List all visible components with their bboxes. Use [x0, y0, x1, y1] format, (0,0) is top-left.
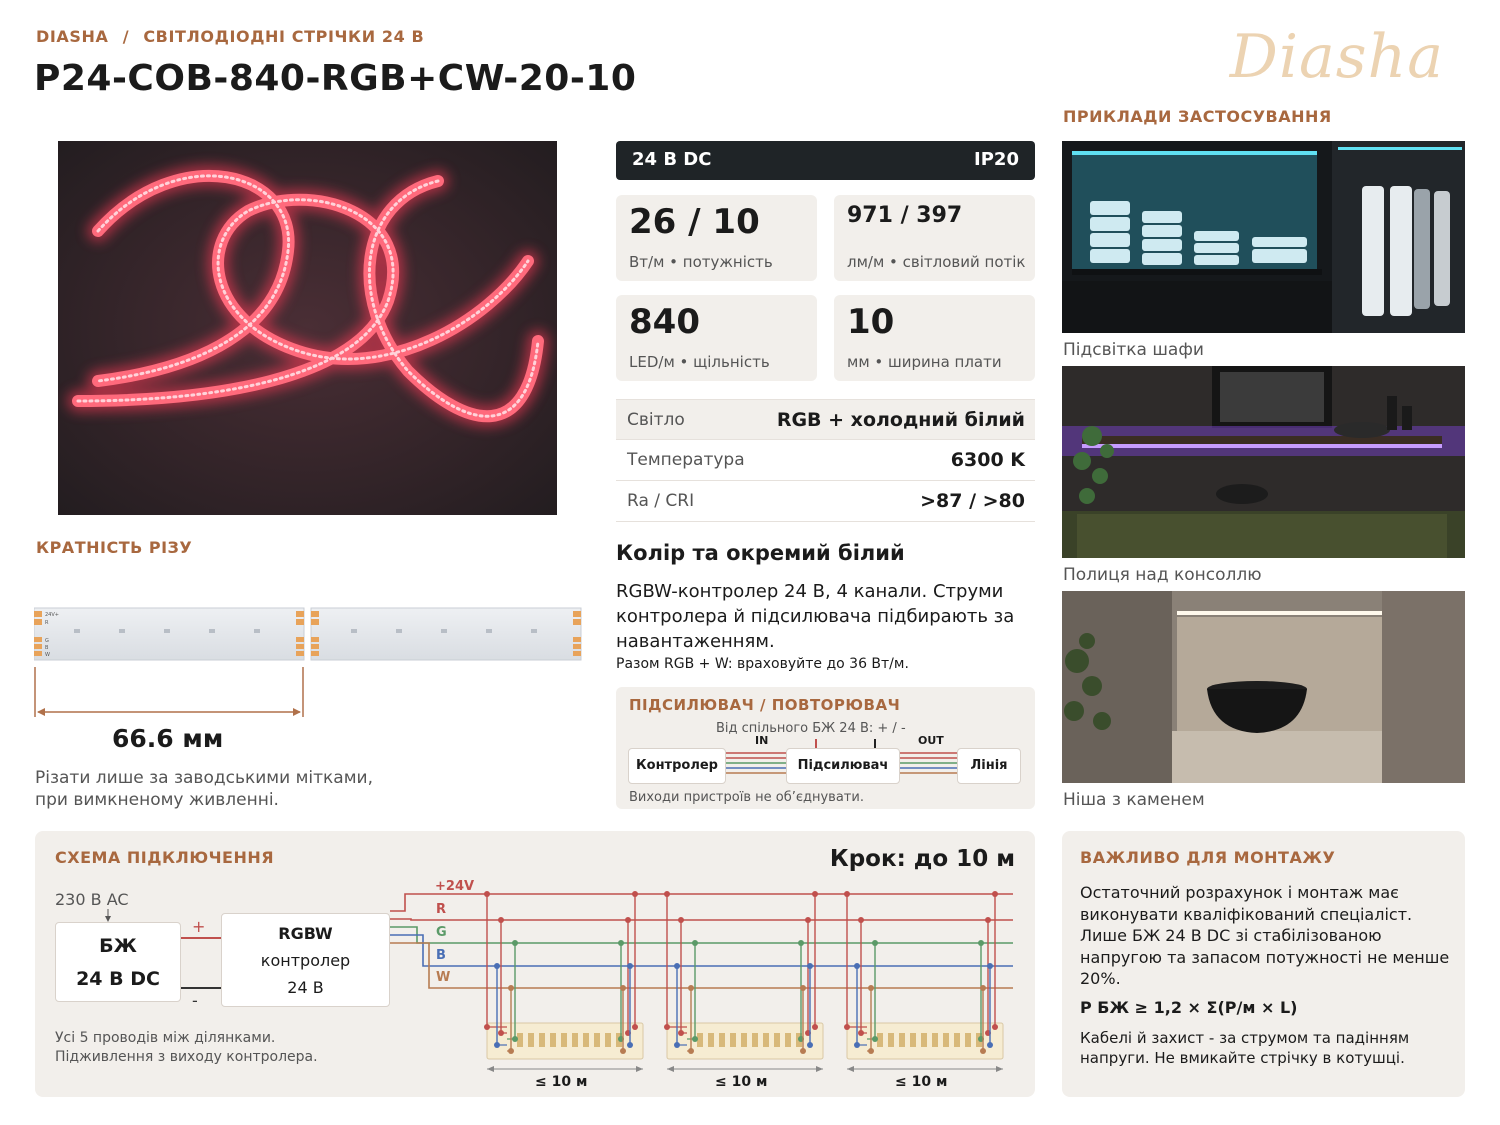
pcb-mark-b: B [45, 645, 49, 651]
dimension-arrow-right [996, 1066, 1003, 1072]
cut-note-line2: при вимкненому живленні. [35, 790, 279, 810]
return-junction-W [800, 985, 806, 991]
return-junction-R [985, 917, 991, 923]
dimension-arrow-left [847, 1066, 854, 1072]
strip-led [550, 1033, 556, 1047]
application-caption: Підсвітка шафи [1063, 340, 1204, 360]
amplifier-heading: ПІДСИЛЮВАЧ / ПОВТОРЮВАЧ [629, 696, 901, 714]
strip-led [785, 1033, 791, 1047]
strip-led [752, 1033, 758, 1047]
spec-row-light [616, 399, 1035, 440]
pcb-mark-w: W [45, 652, 50, 658]
application-image-wardrobe[interactable] [1062, 141, 1465, 333]
return-junction-W [980, 985, 986, 991]
return-junction-+24V [992, 891, 998, 897]
junction-B [674, 963, 680, 969]
stat-label: мм • ширина плати [847, 353, 1002, 371]
strip-led [954, 1033, 960, 1047]
product-photo [58, 141, 557, 515]
spec-value: 6300 K [950, 449, 1025, 471]
junction-R [498, 917, 504, 923]
stat-value: 26 / 10 [629, 202, 760, 242]
strip-led [932, 1033, 938, 1047]
junction-R [678, 917, 684, 923]
applications-heading: ПРИКЛАДИ ЗАСТОСУВАННЯ [1063, 107, 1332, 126]
strip-led [763, 1033, 769, 1047]
return-pad-+24V [632, 1024, 638, 1030]
strip-led [583, 1033, 589, 1047]
junction-G [692, 940, 698, 946]
return-pad-+24V [992, 1024, 998, 1030]
spec-row-cri [616, 481, 1035, 522]
strip-led [943, 1033, 949, 1047]
controller-line3: 24 В [287, 978, 324, 997]
page-title: P24-COB-840-RGB+CW-20-10 [34, 58, 637, 99]
junction-G [872, 940, 878, 946]
cut-note-line1: Різати лише за заводськими мітками, [35, 768, 373, 788]
power-formula: P БЖ ≥ 1,2 × Σ(P/м × L) [1080, 998, 1298, 1017]
stat-width [834, 295, 1035, 381]
application-image-niche[interactable] [1062, 591, 1465, 783]
junction-+24V [664, 891, 670, 897]
segment-length-2: ≤ 10 м [715, 1074, 768, 1090]
application-image-shelf[interactable] [1062, 366, 1465, 558]
wire-G [390, 927, 1013, 943]
amplifier-node: Підсилювач [786, 748, 900, 784]
important-heading: ВАЖЛИВО ДЛЯ МОНТАЖУ [1080, 848, 1336, 867]
spec-key: Світло [627, 410, 685, 430]
breadcrumb-separator: / [122, 27, 130, 46]
return-junction-R [805, 917, 811, 923]
strip-led [877, 1033, 883, 1047]
segment-length-3: ≤ 10 м [895, 1074, 948, 1090]
junction-+24V [484, 891, 490, 897]
spec-value: >87 / >80 [920, 490, 1025, 512]
pcb-mark-plus: 24V+ [45, 612, 59, 618]
return-junction-+24V [632, 891, 638, 897]
stat-power [616, 195, 817, 281]
return-junction-B [987, 963, 993, 969]
important-text: Остаточний розрахунок і монтаж має виконувати кваліфікований спеціаліст. Лише БЖ 24 В DC зі стабілізованою напругою та запасом потужності не менше 20%. [1080, 883, 1450, 988]
schema-note-line1: Усі 5 проводів між ділянками. [55, 1030, 276, 1046]
breadcrumb-brand[interactable]: DIASHA [36, 27, 109, 46]
return-pad-B [627, 1042, 633, 1048]
psu-line2: 24 В DC [76, 968, 160, 990]
controller-line1: RGBW [278, 924, 333, 943]
amplifier-note: Виходи пристроїв не об’єднувати. [629, 790, 864, 805]
line-node: Лінія [957, 748, 1021, 784]
controller-node: Контролер [628, 748, 726, 784]
stat-density [616, 295, 817, 381]
strip-led [888, 1033, 894, 1047]
strip-led [910, 1033, 916, 1047]
breadcrumb-category[interactable]: СВІТЛОДІОДНІ СТРІЧКИ 24 В [143, 27, 425, 46]
pcb-segments [34, 605, 582, 720]
wire-label-r: R [436, 902, 447, 917]
installation-notes-panel [1062, 831, 1465, 1097]
amplifier-psu-note: Від спільного БЖ 24 В: + / - [716, 721, 906, 736]
strip-led [572, 1033, 578, 1047]
led-strip-image [58, 141, 557, 515]
return-junction-G [978, 940, 984, 946]
segment-length-1: ≤ 10 м [535, 1074, 588, 1090]
breadcrumb [36, 27, 424, 46]
amplifier-panel [616, 687, 1035, 809]
strip-led [774, 1033, 780, 1047]
color-heading: Колір та окремий білий [616, 541, 905, 565]
voltage-label: 24 В DC [632, 149, 712, 170]
spec-value: RGB + холодний білий [776, 409, 1025, 431]
application-caption: Ніша з каменем [1063, 790, 1205, 810]
out-label: OUT [918, 734, 944, 747]
strip-led [539, 1033, 545, 1047]
wire-B [390, 935, 1013, 966]
schema-step: Крок: до 10 м [829, 846, 1015, 872]
junction-W [688, 985, 694, 991]
junction-W [508, 985, 514, 991]
voltage-ip-bar [616, 141, 1035, 180]
junction-+24V [844, 891, 850, 897]
dimension-arrow-left [487, 1066, 494, 1072]
stat-label: Вт/м • потужність [629, 253, 773, 271]
return-junction-B [627, 963, 633, 969]
controller-box [221, 913, 390, 1007]
strip-led [965, 1033, 971, 1047]
strip-led [730, 1033, 736, 1047]
stat-label: лм/м • світловий потік [847, 253, 1026, 271]
wire-label-g: G [436, 925, 447, 940]
return-pad-W [800, 1048, 806, 1054]
return-pad-+24V [812, 1024, 818, 1030]
return-junction-+24V [812, 891, 818, 897]
psu-box [55, 922, 181, 1002]
return-junction-G [798, 940, 804, 946]
strip-led [708, 1033, 714, 1047]
spec-key: Температура [627, 450, 745, 470]
important-note: Кабелі й захист - за струмом та падінням напруги. Не вмикайте стрічку в котушці. [1080, 1029, 1410, 1067]
wire-label-b: B [436, 948, 446, 963]
stat-flux [834, 195, 1035, 281]
return-pad-W [980, 1048, 986, 1054]
mains-label: 230 В AC [55, 890, 129, 909]
strip-led [528, 1033, 534, 1047]
application-caption: Полиця над консоллю [1063, 565, 1262, 585]
strip-led [741, 1033, 747, 1047]
dimension-arrow-right [816, 1066, 823, 1072]
spec-row-temperature [616, 440, 1035, 481]
pcb-mark-r: R [45, 620, 49, 626]
return-junction-B [807, 963, 813, 969]
return-junction-R [625, 917, 631, 923]
wiring-schema-panel [35, 831, 1035, 1097]
return-pad-B [807, 1042, 813, 1048]
schema-note-line2: Підживлення з виходу контролера. [55, 1049, 318, 1065]
psu-line1: БЖ [99, 935, 137, 957]
in-label: IN [755, 734, 769, 747]
strip-led [719, 1033, 725, 1047]
cut-length: 66.6 мм [112, 724, 224, 753]
junction-B [854, 963, 860, 969]
plus-sign: + [192, 917, 206, 936]
stat-value: 840 [629, 302, 700, 342]
dimension-arrow-right [636, 1066, 643, 1072]
stat-value: 10 [847, 302, 895, 342]
minus-sign: - [192, 991, 198, 1010]
return-pad-W [620, 1048, 626, 1054]
return-junction-W [620, 985, 626, 991]
dimension-arrow-left [667, 1066, 674, 1072]
junction-G [512, 940, 518, 946]
schema-heading: СХЕМА ПІДКЛЮЧЕННЯ [55, 848, 275, 867]
strip-led [605, 1033, 611, 1047]
wire-R [390, 919, 1013, 920]
cut-note [35, 767, 373, 811]
color-note: Разом RGB + W: враховуйте до 36 Вт/м. [616, 656, 909, 672]
color-text: RGBW-контролер 24 В, 4 канали. Струми контролера й підсилювача підбирають за навантаженням. [616, 581, 1015, 652]
cut-heading: КРАТНІСТЬ РІЗУ [36, 538, 193, 557]
wire-label-24v: +24V [435, 879, 475, 894]
strip-led [517, 1033, 523, 1047]
junction-R [858, 917, 864, 923]
strip-led [899, 1033, 905, 1047]
pcb-mark-g: G [45, 638, 49, 644]
wire-+24V [390, 894, 1013, 911]
return-junction-G [618, 940, 624, 946]
strip-led [594, 1033, 600, 1047]
strip-led [697, 1033, 703, 1047]
brand-logo: Diasha [1229, 22, 1444, 92]
return-pad-B [987, 1042, 993, 1048]
controller-line2: контролер [260, 951, 351, 970]
stat-label: LED/м • щільність [629, 353, 770, 371]
stat-value: 971 / 397 [847, 203, 963, 228]
schema-note [55, 1029, 318, 1067]
strip-led [561, 1033, 567, 1047]
ip-rating: IP20 [974, 149, 1019, 170]
junction-B [494, 963, 500, 969]
strip-led [921, 1033, 927, 1047]
spec-key: Ra / CRI [627, 491, 695, 511]
wire-label-w: W [436, 970, 451, 985]
junction-W [868, 985, 874, 991]
